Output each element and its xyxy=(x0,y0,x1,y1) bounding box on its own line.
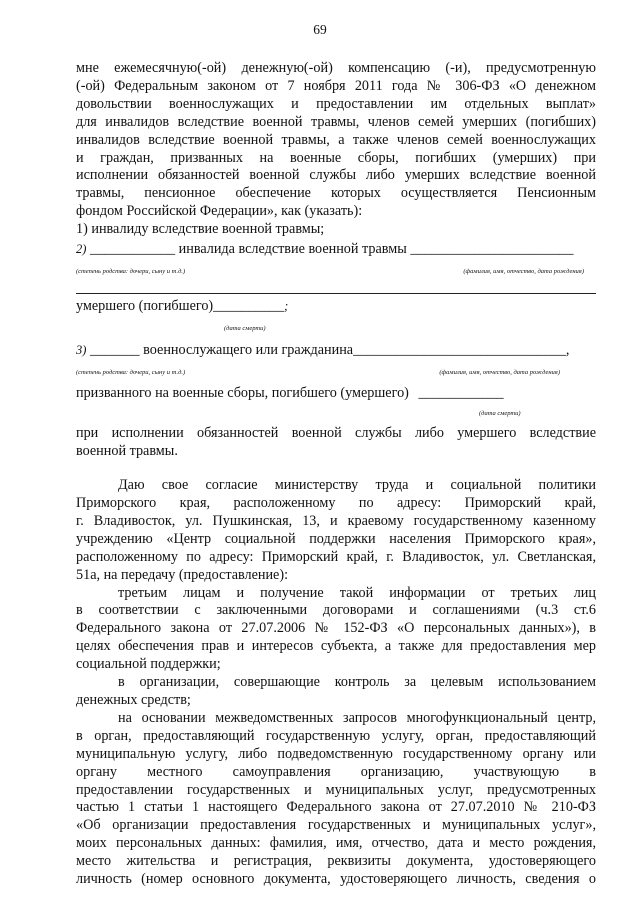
text-line: муниципальную услугу, либо подведомственную государственному органу или xyxy=(76,745,596,762)
text-line: предоставлении государственных и муниципальных услуг, предусмотренных xyxy=(76,781,596,798)
deceased-end: ; xyxy=(284,298,289,313)
third-parties-paragraph xyxy=(76,585,596,675)
caption-relation: (степень родства: дочери, сыну и т.д.) xyxy=(76,267,186,275)
text-line: место жительства и регистрация, реквизиты документа, удостоверяющего xyxy=(76,853,596,870)
option-2-line xyxy=(76,241,596,259)
text-line: травмы, пенсионное обеспечение которых осуществляется Пенсионным xyxy=(76,185,596,202)
deceased-label: умершего (погибшего) xyxy=(76,297,214,314)
document-body xyxy=(76,60,596,889)
option-3-text: военнослужащего или гражданина xyxy=(143,341,354,358)
text-line: мне ежемесячную(-ой) денежную(-ой) компенсацию (-и), предусмотренную xyxy=(76,60,596,76)
caption-death-date: (дата смерти) xyxy=(479,410,521,418)
caption-name: (фамилия, имя, отчество, дата рождения) xyxy=(463,267,584,275)
text-line: третьим лицам и получение такой информации от третьих лиц xyxy=(118,584,596,601)
text-line: (-ой) Федеральным законом от 7 ноября 2011 года № 306-ФЗ «О денежном xyxy=(76,77,596,94)
text-line: военной травмы. xyxy=(76,443,178,460)
consent-paragraph xyxy=(76,477,596,584)
option-3-relation-blank[interactable]: _______ xyxy=(89,341,140,358)
text-line: и граждан, призванных на военные сборы, погибших (умерших) при xyxy=(76,149,596,166)
caption-death-date: (дата смерти) xyxy=(224,324,266,332)
text-line: на основании межведомственных запросов многофункциональный центр, xyxy=(118,709,596,726)
text-line: Приморского края, расположенному по адресу: Приморский край, xyxy=(76,495,596,512)
text-line: в организации, совершающие контроль за целевым использованием xyxy=(118,674,596,691)
text-line: частью 1 статьи 1 настоящего Федерального закона от 27.07.2010 № 210-ФЗ xyxy=(76,799,596,816)
text-line: инвалидов вследствие военной травмы, а также членов семей военнослужащих xyxy=(76,131,596,148)
control-paragraph xyxy=(76,674,596,710)
full-width-blank[interactable] xyxy=(76,283,596,294)
text-line: моих персональных данных: фамилия, имя, отчество, дата и место рождения, xyxy=(76,835,596,852)
text-line: учреждению «Центр социальной поддержки населения Приморского края», xyxy=(76,530,596,547)
called-line xyxy=(76,385,596,403)
text-line: довольствии военнослужащих и предоставлении им отдельных выплат» xyxy=(76,95,596,112)
option-1: 1) инвалиду вследствие военной травмы; xyxy=(76,221,325,238)
caption-name: (фамилия, имя, отчество, дата рождения) xyxy=(439,368,560,376)
text-line: фондом Российской Федерации», как (указать): xyxy=(76,203,363,220)
option-2-number: 2) xyxy=(76,242,87,257)
option-2-captions xyxy=(76,263,596,281)
intro-paragraph xyxy=(76,60,596,221)
called-label: призванного на военные сборы, погибшего (умершего) xyxy=(76,384,409,401)
text-line: личность (номер основного документа, удостоверяющего личность, сведения о xyxy=(76,871,596,888)
text-line: целях обеспечения прав и интересов субъекта, а также для предоставления мер xyxy=(76,638,596,655)
text-line: 51а, на передачу (предоставление): xyxy=(76,566,289,583)
option-2-name-blank[interactable]: _______________________ xyxy=(410,241,574,258)
option-3-number: 3) xyxy=(76,342,87,357)
text-line: Даю свое согласие министерству труда и социальной политики xyxy=(118,477,596,494)
text-line: в соответствии с заключенными договорами и соглашениями (ч.3 ст.6 xyxy=(76,602,596,619)
duty-paragraph xyxy=(76,425,596,461)
option-3-end: , xyxy=(565,341,570,358)
text-line: исполнении обязанностей военной службы либо умерших вследствие военной xyxy=(76,167,596,184)
text-line: в орган, предоставляющий государственную услугу, орган, предоставляющий xyxy=(76,727,596,744)
caption-relation: (степень родства: дочери, сыну и т.д.) xyxy=(76,368,186,376)
called-date-blank[interactable]: ____________ xyxy=(418,384,504,401)
text-line: г. Владивосток, ул. Пушкинская, 13, и краевому государственному казенному xyxy=(76,512,596,529)
text-line: расположенному по адресу: Приморский край, г. Владивосток, ул. Светланская, xyxy=(76,548,596,565)
called-caption-row xyxy=(76,403,596,423)
text-line: при исполнении обязанностей военной службы либо умершего вследствие xyxy=(76,425,596,442)
option-3-line xyxy=(76,342,596,360)
page-number: 69 xyxy=(313,22,327,37)
interagency-paragraph xyxy=(76,710,596,889)
deceased-line xyxy=(76,298,596,316)
text-line: органу местного самоуправления организацию, участвующую в xyxy=(76,763,596,780)
death-caption-row xyxy=(76,318,596,338)
text-line: социальной поддержки; xyxy=(76,656,221,673)
text-line: Федерального закона от 27.07.2006 № 152-ФЗ «О персональных данных»), в xyxy=(76,620,596,637)
option-2-text: инвалида вследствие военной травмы xyxy=(178,241,407,258)
text-line: денежных средств; xyxy=(76,692,191,708)
text-line: для инвалидов вследствие военной травмы, членов семей умерших (погибших) xyxy=(76,113,596,130)
text-line: «Об организации предоставления государственных и муниципальных услуг», xyxy=(76,817,596,834)
death-date-blank[interactable]: __________ xyxy=(213,297,285,314)
option-3-name-blank[interactable]: ______________________________ xyxy=(353,341,566,358)
option-3-captions xyxy=(76,364,596,382)
option-2-relation-blank[interactable]: ____________ xyxy=(89,241,176,258)
